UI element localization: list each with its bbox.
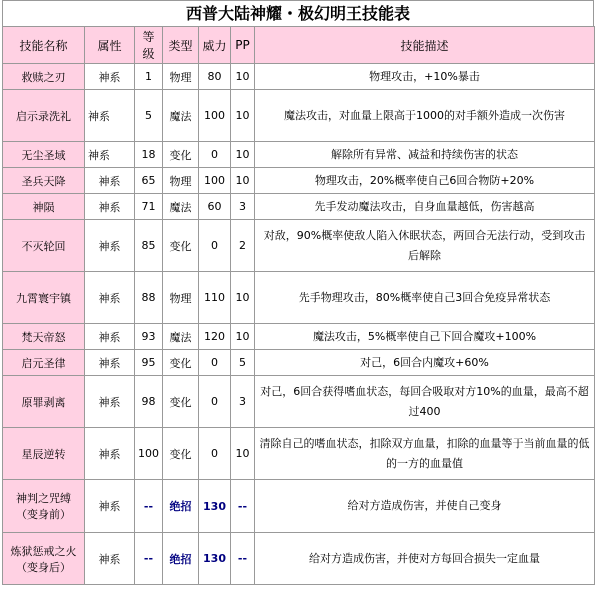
skill-type: 物理 <box>163 272 199 324</box>
skill-description: 对己，6回合内魔攻+60% <box>255 350 595 376</box>
skill-type: 物理 <box>163 168 199 194</box>
skill-level: -- <box>135 480 163 533</box>
table-row <box>3 350 595 376</box>
skill-pp: 3 <box>231 376 255 428</box>
skill-name: 救赎之刃 <box>3 64 85 90</box>
skill-type: 魔法 <box>163 324 199 350</box>
table-row <box>3 142 595 168</box>
skill-attribute: 神系 <box>85 90 135 142</box>
skill-power: 120 <box>199 324 231 350</box>
skill-table <box>2 26 595 585</box>
skill-power: 0 <box>199 428 231 480</box>
skill-level: 100 <box>135 428 163 480</box>
skill-pp: 10 <box>231 64 255 90</box>
skill-name: 启示录洗礼 <box>3 90 85 142</box>
header-attribute: 属性 <box>85 27 135 64</box>
skill-pp: 2 <box>231 220 255 272</box>
skill-pp: 10 <box>231 272 255 324</box>
table-row <box>3 376 595 428</box>
skill-power: 0 <box>199 220 231 272</box>
skill-type: 变化 <box>163 428 199 480</box>
table-row <box>3 533 595 585</box>
skill-attribute: 神系 <box>85 142 135 168</box>
skill-power: 100 <box>199 168 231 194</box>
skill-description: 给对方造成伤害，并使对方每回合损失一定血量 <box>255 533 595 585</box>
skill-description: 先手发动魔法攻击，自身血量越低，伤害越高 <box>255 194 595 220</box>
skill-power: 80 <box>199 64 231 90</box>
header-description: 技能描述 <box>255 27 595 64</box>
skill-pp: 10 <box>231 168 255 194</box>
skill-power: 100 <box>199 90 231 142</box>
skill-type: 变化 <box>163 220 199 272</box>
header-type: 类型 <box>163 27 199 64</box>
table-row <box>3 90 595 142</box>
skill-pp: 5 <box>231 350 255 376</box>
skill-description: 物理攻击，+10%暴击 <box>255 64 595 90</box>
skill-level: 88 <box>135 272 163 324</box>
skill-attribute: 神系 <box>85 428 135 480</box>
header-pp: PP <box>231 27 255 64</box>
skill-name: 星辰逆转 <box>3 428 85 480</box>
skill-level: 1 <box>135 64 163 90</box>
skill-power: 0 <box>199 142 231 168</box>
skill-level: 98 <box>135 376 163 428</box>
skill-pp: 10 <box>231 90 255 142</box>
skill-level: 95 <box>135 350 163 376</box>
skill-description: 解除所有异常、减益和持续伤害的状态 <box>255 142 595 168</box>
skill-attribute: 神系 <box>85 376 135 428</box>
skill-description: 物理攻击，20%概率使自己6回合物防+20% <box>255 168 595 194</box>
skill-name: 圣兵天降 <box>3 168 85 194</box>
skill-pp: -- <box>231 480 255 533</box>
skill-description: 对敌，90%概率使敌人陷入休眠状态，两回合无法行动，受到攻击后解除 <box>255 220 595 272</box>
skill-type: 物理 <box>163 64 199 90</box>
skill-level: 65 <box>135 168 163 194</box>
skill-attribute: 神系 <box>85 272 135 324</box>
skill-type: 变化 <box>163 376 199 428</box>
skill-level: 85 <box>135 220 163 272</box>
skill-power: 0 <box>199 376 231 428</box>
skill-name: 无尘圣域 <box>3 142 85 168</box>
skill-power: 130 <box>199 533 231 585</box>
skill-description: 先手物理攻击，80%概率使自己3回合免疫异常状态 <box>255 272 595 324</box>
skill-description: 对己，6回合获得嗜血状态，每回合吸取对方10%的血量，最高不超过400 <box>255 376 595 428</box>
skill-name: 原罪剥离 <box>3 376 85 428</box>
skill-attribute: 神系 <box>85 194 135 220</box>
skill-type: 变化 <box>163 142 199 168</box>
skill-pp: -- <box>231 533 255 585</box>
skill-pp: 10 <box>231 428 255 480</box>
table-row <box>3 168 595 194</box>
skill-name: 炼狱惩戒之火（变身后） <box>3 533 85 585</box>
skill-attribute: 神系 <box>85 350 135 376</box>
header-skill-name: 技能名称 <box>3 27 85 64</box>
skill-name: 九霄寰宇镇 <box>3 272 85 324</box>
skill-power: 110 <box>199 272 231 324</box>
skill-name: 神判之咒缚（变身前） <box>3 480 85 533</box>
skill-level: 5 <box>135 90 163 142</box>
skill-attribute: 神系 <box>85 168 135 194</box>
skill-power: 0 <box>199 350 231 376</box>
skill-name: 梵天帝怒 <box>3 324 85 350</box>
header-power: 威力 <box>199 27 231 64</box>
table-row <box>3 324 595 350</box>
skill-type: 魔法 <box>163 194 199 220</box>
skill-power: 60 <box>199 194 231 220</box>
header-level: 等级 <box>135 27 163 64</box>
skill-type: 变化 <box>163 350 199 376</box>
skill-attribute: 神系 <box>85 324 135 350</box>
skill-power: 130 <box>199 480 231 533</box>
skill-description: 给对方造成伤害，并使自己变身 <box>255 480 595 533</box>
skill-pp: 10 <box>231 324 255 350</box>
skill-level: -- <box>135 533 163 585</box>
table-title: 西普大陆神耀・极幻明王技能表 <box>2 0 594 26</box>
skill-level: 93 <box>135 324 163 350</box>
skill-attribute: 神系 <box>85 533 135 585</box>
skill-name: 启元圣律 <box>3 350 85 376</box>
table-row <box>3 220 595 272</box>
skill-level: 71 <box>135 194 163 220</box>
skill-attribute: 神系 <box>85 64 135 90</box>
table-row <box>3 64 595 90</box>
skill-attribute: 神系 <box>85 220 135 272</box>
skill-description: 魔法攻击，对血量上限高于1000的对手额外造成一次伤害 <box>255 90 595 142</box>
table-row <box>3 194 595 220</box>
skill-type: 绝招 <box>163 533 199 585</box>
header-row <box>3 27 595 64</box>
skill-name: 神陨 <box>3 194 85 220</box>
table-row <box>3 480 595 533</box>
skill-type: 魔法 <box>163 90 199 142</box>
skill-attribute: 神系 <box>85 480 135 533</box>
skill-pp: 3 <box>231 194 255 220</box>
skill-type: 绝招 <box>163 480 199 533</box>
table-row <box>3 272 595 324</box>
skill-description: 魔法攻击，5%概率使自己下回合魔攻+100% <box>255 324 595 350</box>
skill-description: 清除自己的嗜血状态，扣除双方血量，扣除的血量等于当前血量的低的一方的血量值 <box>255 428 595 480</box>
skill-level: 18 <box>135 142 163 168</box>
skill-pp: 10 <box>231 142 255 168</box>
table-row <box>3 428 595 480</box>
skill-name: 不灭轮回 <box>3 220 85 272</box>
